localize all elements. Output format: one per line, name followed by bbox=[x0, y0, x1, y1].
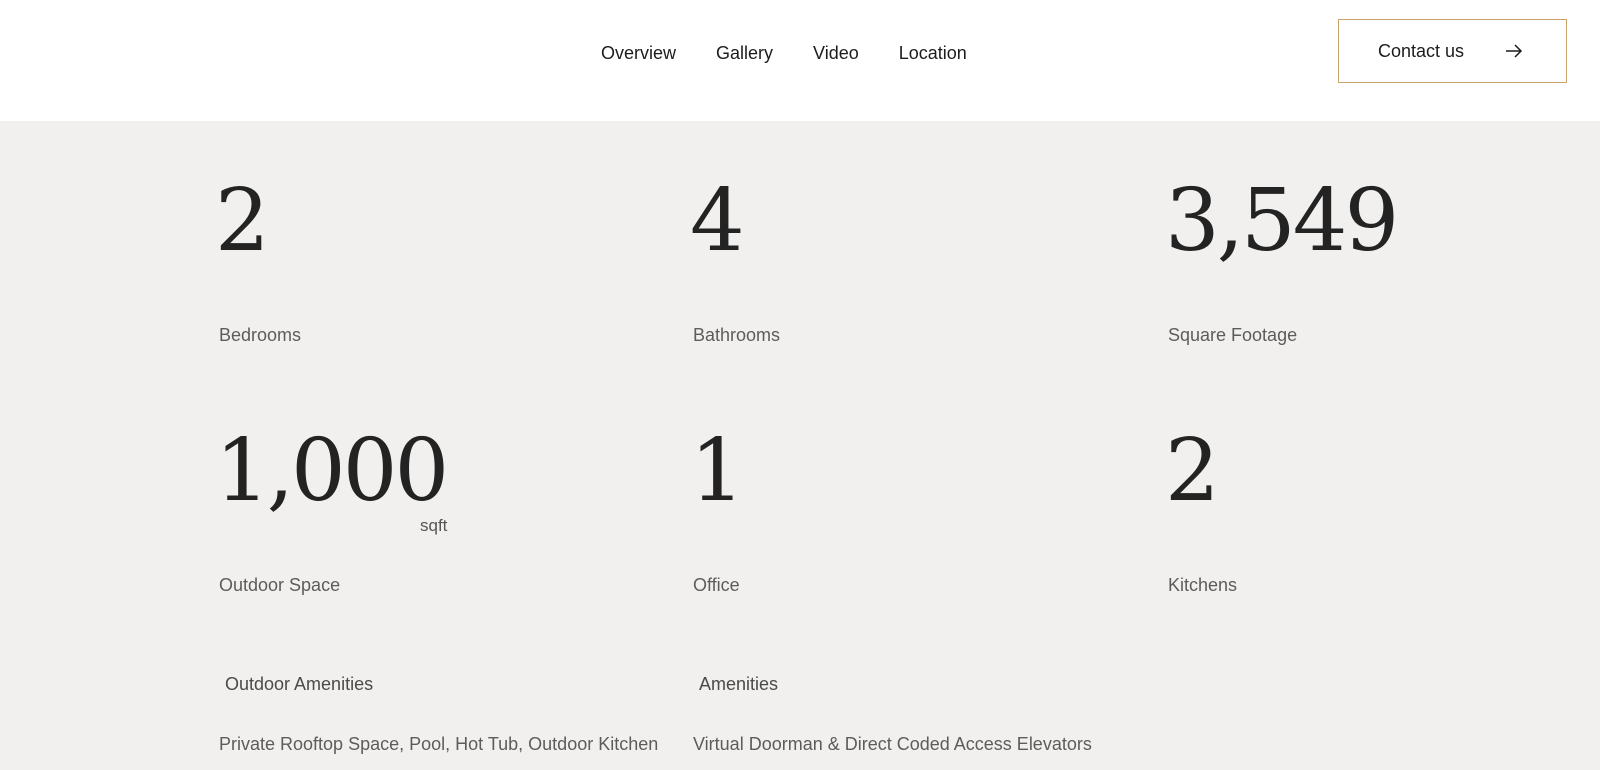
stat-label: Bedrooms bbox=[219, 325, 302, 345]
amenities-title: Amenities bbox=[699, 674, 779, 694]
stat-label: Office bbox=[693, 575, 740, 595]
arrow-right-icon bbox=[1505, 43, 1523, 59]
site-header bbox=[0, 0, 1600, 121]
main-nav bbox=[601, 41, 1007, 65]
stat-label: Outdoor Space bbox=[219, 575, 341, 595]
amenities-text: Virtual Doorman & Direct Coded Access Elevators bbox=[693, 734, 1092, 754]
stat-outdoor-space bbox=[215, 421, 447, 521]
stat-office bbox=[690, 421, 742, 521]
stat-value: 1 bbox=[690, 421, 742, 521]
stat-bedrooms bbox=[215, 171, 267, 271]
stat-value: 3,549 bbox=[1165, 171, 1397, 271]
outdoor-amenities-text: Private Rooftop Space, Pool, Hot Tub, Outdoor Kitchen bbox=[219, 734, 659, 754]
contact-us-button[interactable] bbox=[1338, 19, 1567, 83]
stat-bathrooms bbox=[690, 171, 742, 271]
stat-square-footage bbox=[1165, 171, 1397, 271]
nav-gallery[interactable]: Gallery bbox=[716, 43, 774, 63]
stat-label: Square Footage bbox=[1168, 325, 1298, 345]
stat-label: Bathrooms bbox=[693, 325, 781, 345]
nav-overview[interactable]: Overview bbox=[601, 43, 677, 63]
stat-value: 2 bbox=[1165, 421, 1217, 521]
nav-location[interactable]: Location bbox=[898, 43, 967, 63]
stat-label: Kitchens bbox=[1168, 575, 1238, 595]
stat-value: 4 bbox=[690, 171, 742, 271]
stat-value: 1,000 bbox=[215, 421, 447, 521]
nav-video[interactable]: Video bbox=[813, 43, 859, 63]
contact-us-label: Contact us bbox=[1378, 40, 1465, 61]
stat-kitchens bbox=[1165, 421, 1217, 521]
stat-unit: sqft bbox=[420, 516, 448, 535]
stat-value: 2 bbox=[215, 171, 267, 271]
outdoor-amenities-title: Outdoor Amenities bbox=[225, 674, 374, 694]
